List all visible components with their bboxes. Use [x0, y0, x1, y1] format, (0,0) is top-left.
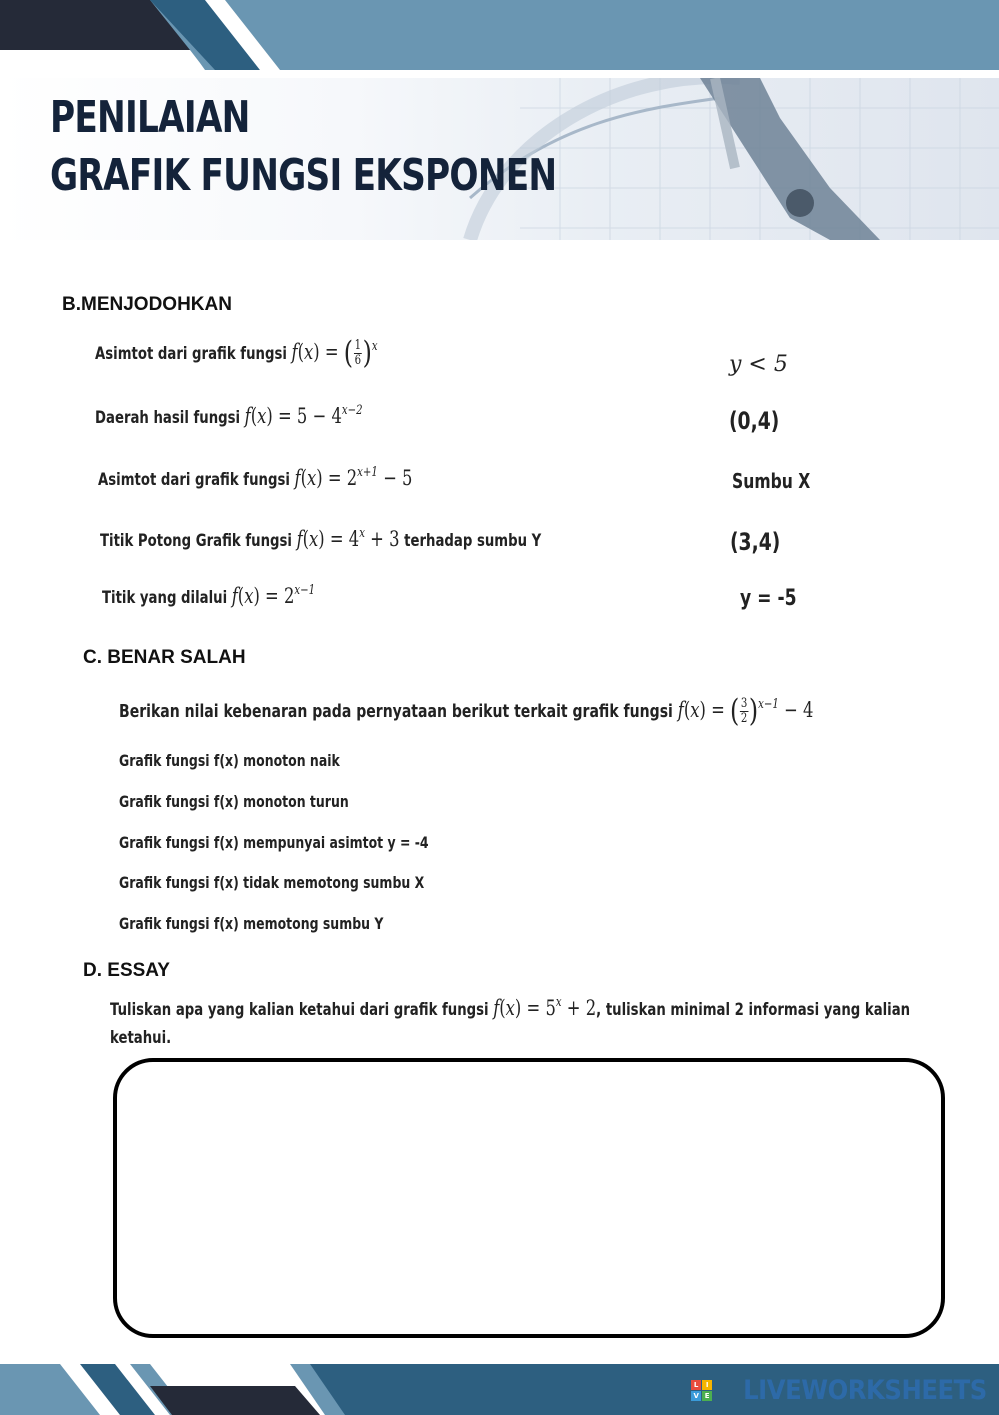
- top-decor-band: [0, 0, 999, 70]
- matching-question-4[interactable]: [100, 527, 541, 551]
- matching-question-5[interactable]: [102, 584, 315, 608]
- header-banner: [0, 78, 999, 240]
- true-false-statement-3[interactable]: Grafik fungsi f(x) mempunyai asimtot y = -4: [119, 833, 429, 852]
- essay-answer-box[interactable]: [113, 1058, 945, 1338]
- section-d-heading: D. ESSAY: [83, 960, 170, 981]
- prompt-formula: f(x) = ( $\frac{3}{2}$ )$^{x-1}$ − 4: [677, 694, 814, 729]
- question-text: Daerah hasil fungsi: [95, 408, 241, 428]
- question-formula: f(x) = ( $\frac{1}{6}$ )$^x$: [291, 336, 378, 371]
- question-text: Asimtot dari grafik fungsi: [98, 470, 290, 490]
- question-text: Titik Potong Grafik fungsi: [100, 531, 292, 551]
- true-false-prompt: [119, 694, 813, 729]
- true-false-statement-5[interactable]: Grafik fungsi f(x) memotong sumbu Y: [119, 914, 384, 933]
- matching-answer-2[interactable]: (0,4): [729, 407, 780, 435]
- question-text: Asimtot dari grafik fungsi: [95, 344, 287, 364]
- brand-text: LIVEWORKSHEETS: [743, 1374, 987, 1406]
- true-false-statement-4[interactable]: Grafik fungsi f(x) tidak memotong sumbu X: [119, 873, 425, 892]
- essay-formula: $f(x) = 5^x + 2$: [493, 994, 597, 1020]
- question-formula: $f(x) = 4^x + 3$: [296, 525, 400, 551]
- true-false-statement-2[interactable]: Grafik fungsi f(x) monoton turun: [119, 792, 349, 811]
- essay-prompt-line2: ketahui.: [110, 1028, 172, 1048]
- essay-prompt-text: Tuliskan apa yang kalian ketahui dari grafik fungsi: [110, 1000, 489, 1020]
- section-c-heading: C. BENAR SALAH: [83, 647, 246, 668]
- question-formula: $f(x) = 2^{x+1} - 5$: [294, 464, 413, 490]
- question-formula: $f(x) = 2^{x-1}$: [231, 582, 316, 608]
- essay-prompt-tail: , tuliskan minimal 2 informasi yang kalian: [596, 1000, 911, 1020]
- question-text: Titik yang dilalui: [102, 588, 228, 608]
- page-title-line2: GRAFIK FUNGSI EKSPONEN: [50, 150, 557, 201]
- matching-answer-4[interactable]: (3,4): [730, 528, 781, 556]
- question-formula: $f(x) = 5 - 4^{x-2}$: [244, 402, 363, 428]
- question-suffix: terhadap sumbu Y: [404, 531, 542, 551]
- liveworksheets-logo-icon: L I V E: [691, 1380, 712, 1401]
- essay-prompt-line1: [110, 996, 910, 1020]
- page-title-line1: PENILAIAN: [50, 92, 250, 143]
- matching-answer-3[interactable]: Sumbu X: [732, 469, 811, 493]
- matching-question-2[interactable]: [95, 404, 363, 428]
- matching-answer-5[interactable]: y = -5: [740, 586, 797, 611]
- matching-answer-1[interactable]: y < 5: [729, 352, 788, 377]
- liveworksheets-brand[interactable]: [691, 1374, 987, 1406]
- matching-question-3[interactable]: [98, 466, 412, 490]
- true-false-statement-1[interactable]: Grafik fungsi f(x) monoton naik: [119, 751, 340, 770]
- prompt-text: Berikan nilai kebenaran pada pernyataan berikut terkait grafik fungsi: [119, 701, 673, 722]
- matching-question-1[interactable]: [95, 336, 378, 371]
- section-b-heading: B.MENJODOHKAN: [62, 294, 232, 315]
